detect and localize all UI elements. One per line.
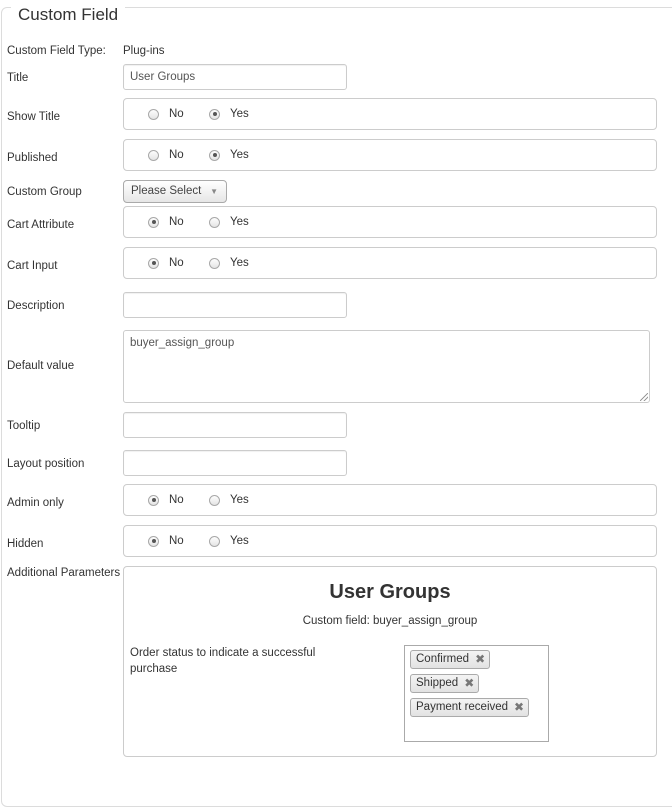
- admin-only-no-radio[interactable]: [148, 495, 159, 506]
- cart-attribute-radio-group: [123, 206, 657, 238]
- custom-group-select[interactable]: [123, 180, 227, 203]
- show-title-radio-group: [123, 98, 657, 130]
- cart-input-label: Cart Input: [7, 260, 58, 272]
- hidden-label: Hidden: [7, 538, 44, 550]
- default-value-text: buyer_assign_group: [130, 337, 235, 349]
- description-input[interactable]: [123, 292, 347, 318]
- order-status-chip-shipped: [410, 674, 479, 693]
- cart-input-yes-radio[interactable]: [209, 258, 220, 269]
- cart-input-option-no[interactable]: [148, 248, 184, 278]
- remove-chip-icon[interactable]: ✖: [464, 676, 475, 690]
- published-option-no[interactable]: [148, 140, 184, 170]
- cart-input-yes-label: Yes: [230, 257, 249, 269]
- published-no-radio[interactable]: [148, 150, 159, 161]
- chip-label: Payment received: [416, 701, 509, 713]
- remove-chip-icon[interactable]: ✖: [514, 700, 525, 714]
- cart-input-option-yes[interactable]: [209, 248, 249, 278]
- cart-attribute-yes-radio[interactable]: [209, 217, 220, 228]
- published-option-yes[interactable]: [209, 140, 249, 170]
- layout-position-label: Layout position: [7, 458, 85, 470]
- default-value-textarea[interactable]: [123, 330, 650, 403]
- additional-parameters-label: Additional Parameters: [7, 567, 121, 579]
- order-status-multiselect[interactable]: [404, 645, 549, 742]
- cart-attribute-option-no[interactable]: [148, 207, 184, 237]
- hidden-no-radio[interactable]: [148, 536, 159, 547]
- hidden-no-label: No: [169, 535, 184, 547]
- cart-attribute-label: Cart Attribute: [7, 219, 75, 231]
- cart-attribute-no-label: No: [169, 216, 184, 228]
- chip-label: Confirmed: [416, 653, 470, 665]
- custom-field-type-value: Plug-ins: [123, 45, 165, 57]
- hidden-option-no[interactable]: [148, 526, 184, 556]
- show-title-no-label: No: [169, 108, 184, 120]
- cart-attribute-no-radio[interactable]: [148, 217, 159, 228]
- custom-group-selected-value: Please Select: [131, 185, 202, 197]
- additional-parameters-panel: [123, 566, 657, 757]
- admin-only-option-no[interactable]: [148, 485, 184, 515]
- layout-position-input[interactable]: [123, 450, 347, 476]
- params-subtitle: Custom field: buyer_assign_group: [302, 615, 478, 627]
- admin-only-option-yes[interactable]: [209, 485, 249, 515]
- custom-field-type-label: Custom Field Type:: [7, 45, 106, 57]
- order-status-chip-payment-received: [410, 698, 529, 717]
- remove-chip-icon[interactable]: ✖: [475, 652, 486, 666]
- show-title-yes-radio[interactable]: [209, 109, 220, 120]
- admin-only-no-label: No: [169, 494, 184, 506]
- cart-input-radio-group: [123, 247, 657, 279]
- custom-group-label: Custom Group: [7, 186, 82, 198]
- show-title-no-radio[interactable]: [148, 109, 159, 120]
- description-label: Description: [7, 300, 65, 312]
- title-input[interactable]: [123, 64, 347, 90]
- resize-handle-icon[interactable]: [640, 393, 648, 401]
- admin-only-label: Admin only: [7, 497, 64, 509]
- published-no-label: No: [169, 149, 184, 161]
- hidden-yes-radio[interactable]: [209, 536, 220, 547]
- published-radio-group: [123, 139, 657, 171]
- show-title-option-yes[interactable]: [209, 99, 249, 129]
- chip-label: Shipped: [416, 677, 459, 689]
- dropdown-arrow-icon: ▼: [210, 187, 218, 196]
- admin-only-radio-group: [123, 484, 657, 516]
- admin-only-yes-label: Yes: [230, 494, 249, 506]
- admin-only-yes-radio[interactable]: [209, 495, 220, 506]
- cart-attribute-yes-label: Yes: [230, 216, 249, 228]
- published-yes-radio[interactable]: [209, 150, 220, 161]
- tooltip-label: Tooltip: [7, 420, 41, 432]
- params-heading: User Groups: [329, 581, 451, 603]
- hidden-radio-group: [123, 525, 657, 557]
- title-label: Title: [7, 72, 29, 84]
- cart-attribute-option-yes[interactable]: [209, 207, 249, 237]
- tooltip-input[interactable]: [123, 412, 347, 438]
- hidden-option-yes[interactable]: [209, 526, 249, 556]
- hidden-yes-label: Yes: [230, 535, 249, 547]
- cart-input-no-radio[interactable]: [148, 258, 159, 269]
- fieldset-legend: Custom Field: [11, 4, 125, 26]
- published-label: Published: [7, 152, 58, 164]
- show-title-yes-label: Yes: [230, 108, 249, 120]
- show-title-option-no[interactable]: [148, 99, 184, 129]
- cart-input-no-label: No: [169, 257, 184, 269]
- order-status-chip-confirmed: [410, 650, 490, 669]
- show-title-label: Show Title: [7, 111, 61, 123]
- default-value-label: Default value: [7, 360, 75, 372]
- order-status-label: Order status to indicate a successful purchase: [130, 647, 316, 675]
- published-yes-label: Yes: [230, 149, 249, 161]
